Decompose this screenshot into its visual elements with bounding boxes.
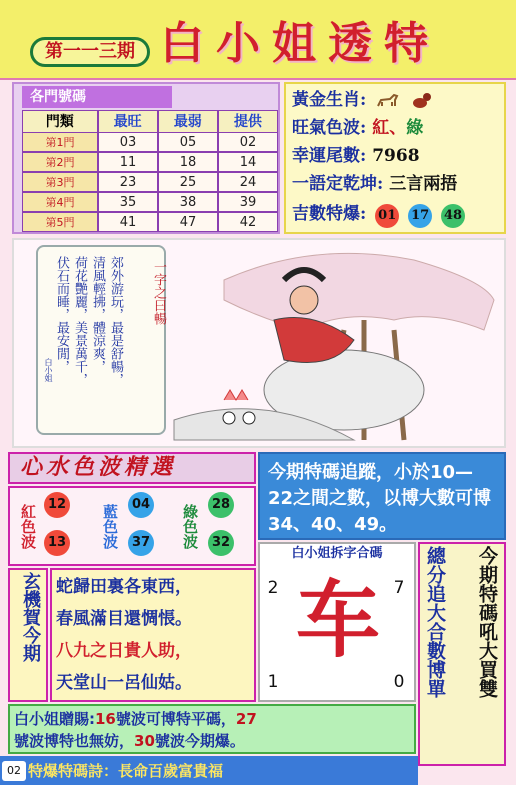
- poem-line: 天堂山一呂仙姑。: [56, 673, 192, 693]
- lucky-line: [292, 200, 502, 228]
- issue-badge: 第一一三期: [30, 37, 150, 67]
- table-cell: 38: [158, 192, 218, 212]
- table-row: [22, 152, 278, 172]
- table-row: [22, 192, 278, 212]
- row-label: 第4門: [22, 192, 98, 212]
- table-header-cell: 最弱: [158, 110, 218, 134]
- table-body: [22, 132, 278, 232]
- wave-red: 紅: [372, 118, 390, 138]
- poem-tag: 白小姐: [44, 358, 53, 382]
- table-cell: 42: [218, 212, 278, 232]
- gift-number: 16: [95, 710, 116, 728]
- lucky-ball: 48: [441, 204, 465, 228]
- corner-number: 0: [393, 672, 405, 692]
- table-cell: 47: [158, 212, 218, 232]
- zodiac-line: [292, 86, 502, 114]
- table-cell: 02: [218, 132, 278, 152]
- gift-number: 30: [134, 732, 155, 750]
- char-title: 白小姐拆字合碼: [291, 546, 383, 561]
- big-character: 车: [295, 570, 380, 669]
- table-cell: 25: [158, 172, 218, 192]
- table-cell: 35: [98, 192, 158, 212]
- row-label: 第5門: [22, 212, 98, 232]
- red-wave-label: 紅色波: [19, 503, 37, 549]
- table-header-cell: 最旺: [98, 110, 158, 134]
- table-cell: 18: [158, 152, 218, 172]
- footer-text: 特爆特碼詩：長命百歲富貴福: [28, 762, 224, 780]
- gift-prefix: 白小姐贈賜:: [14, 710, 95, 728]
- table-cell: 03: [98, 132, 158, 152]
- poem-line: 蛇歸田裏各東西，: [56, 577, 192, 597]
- blue-ball: 04: [128, 492, 154, 518]
- row-label: 第1門: [22, 132, 98, 152]
- lucky-label: 吉數特爆:: [292, 204, 367, 224]
- gift-number: 27: [235, 710, 257, 728]
- gift-text: 號波今期爆。: [154, 732, 245, 750]
- table-cell: 39: [218, 192, 278, 212]
- poem-line: 八九之日貴人助，: [56, 641, 192, 661]
- wave-label: 旺氣色波:: [292, 118, 367, 138]
- table-header: [22, 110, 278, 132]
- poem-line: 春風滿目還惆悵。: [56, 609, 192, 629]
- tail-label: 幸運尾數:: [292, 146, 367, 166]
- table-row: [22, 212, 278, 232]
- red-ball: 12: [44, 492, 70, 518]
- tail-line: [292, 142, 502, 170]
- gift-text: 號波博特也無妨，: [14, 732, 135, 750]
- green-ball: 32: [208, 530, 234, 556]
- table-cell: 41: [98, 212, 158, 232]
- row-label: 第2門: [22, 152, 98, 172]
- table-cell: 05: [158, 132, 218, 152]
- lucky-ball: 17: [408, 204, 432, 228]
- phrase-line: [292, 170, 502, 198]
- blue-ball: 37: [128, 530, 154, 556]
- table-row: [22, 172, 278, 192]
- table-cell: 23: [98, 172, 158, 192]
- page-number: 02: [2, 761, 26, 781]
- green-wave-label: 綠色波: [181, 503, 199, 549]
- blue-wave-label: 藍色波: [101, 503, 119, 549]
- table-title: 各門號碼: [22, 86, 172, 108]
- corner-number: 1: [267, 672, 279, 692]
- wave-green: 綠: [406, 118, 424, 138]
- page-title: 白小姐透特: [160, 18, 440, 69]
- zodiac-label: 黃金生肖:: [292, 90, 367, 110]
- phrase-value: 三言兩捂: [389, 174, 458, 194]
- monkey-icon: [410, 92, 434, 110]
- green-ball: 28: [208, 492, 234, 518]
- vertical-text-a: 總分追大合數博單: [424, 546, 446, 698]
- corner-number: 2: [267, 578, 279, 598]
- wave-title: 心水色波精選: [20, 455, 177, 480]
- horse-icon: [376, 92, 400, 110]
- xuanji-title: 玄機賀今期: [20, 572, 41, 662]
- table-header-cell: 提供: [218, 110, 278, 134]
- wave-line: 旺氣色波: 紅、綠: [292, 118, 424, 138]
- poem-column: 清風輕拂，體涼爽，: [90, 256, 105, 373]
- poem-side-text: 一字之曰暢: [151, 260, 166, 325]
- lucky-ball: 01: [375, 204, 399, 228]
- tail-value: 7968: [372, 146, 420, 166]
- corner-number: 7: [393, 578, 405, 598]
- table-row: [22, 132, 278, 152]
- table-header-cell: 門類: [22, 110, 98, 134]
- table-cell: 14: [218, 152, 278, 172]
- gift-text: 號波可博特平碼，: [115, 710, 236, 728]
- red-ball: 13: [44, 530, 70, 556]
- poem-column: 荷花艷麗，美景萬千，: [72, 256, 87, 386]
- row-label: 第3門: [22, 172, 98, 192]
- vertical-text-b: 今期特碼吼大買雙: [476, 546, 498, 698]
- poem-column: 郊外游玩，最是舒暢，: [108, 256, 123, 386]
- phrase-label: 一語定乾坤:: [292, 174, 384, 194]
- gift-line-2: [14, 730, 414, 752]
- gift-line-1: [14, 708, 414, 730]
- table-cell: 24: [218, 172, 278, 192]
- trend-text: 今期特碼追蹤，小於10—22之間之數，以博大數可博34、40、49。: [258, 452, 506, 540]
- table-cell: 11: [98, 152, 158, 172]
- poem-column: 伏石而睡，最安閒，: [54, 256, 69, 373]
